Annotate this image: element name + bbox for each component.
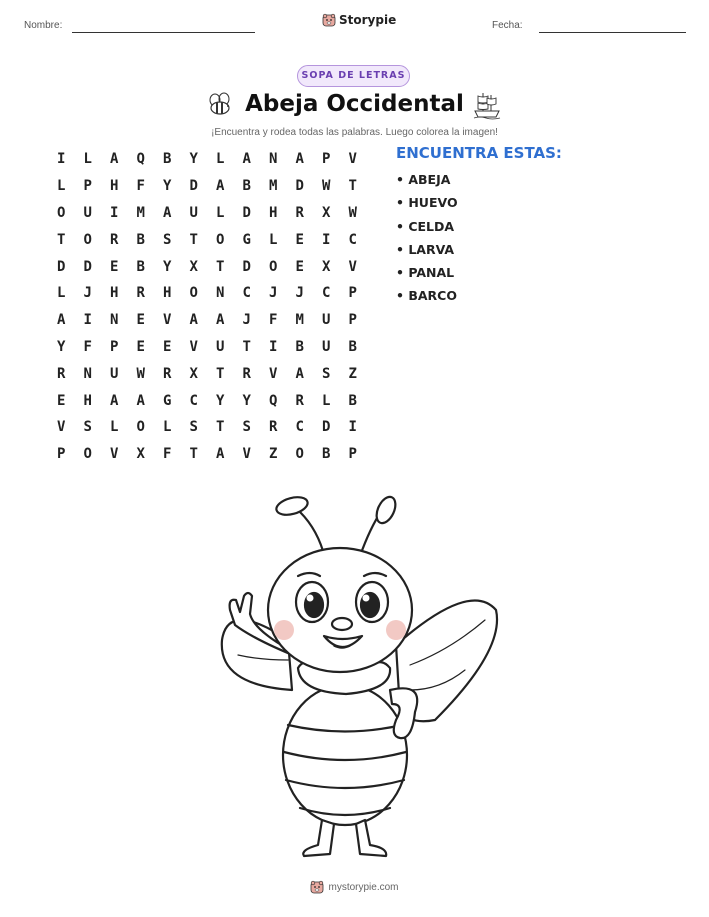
grid-row [48, 200, 366, 227]
grid-letter[interactable]: Y [216, 392, 225, 409]
grid-letter[interactable]: L [322, 392, 331, 409]
brand-logo [322, 13, 396, 27]
grid-letter[interactable]: A [216, 312, 225, 329]
letter-grid [48, 146, 366, 468]
grid-letter[interactable]: O [136, 419, 145, 436]
grid-letter[interactable]: H [163, 285, 172, 302]
grid-letter[interactable]: R [269, 419, 278, 436]
grid-letter[interactable]: W [322, 178, 331, 195]
grid-row [48, 360, 366, 387]
grid-letter[interactable]: F [163, 446, 172, 463]
grid-letter[interactable]: B [136, 258, 145, 275]
grid-letter[interactable]: D [242, 204, 251, 221]
grid-letter[interactable]: N [83, 365, 92, 382]
grid-letter[interactable]: T [216, 258, 225, 275]
grid-letter[interactable]: Z [269, 446, 278, 463]
grid-row [48, 307, 366, 334]
grid-letter[interactable]: C [348, 231, 357, 248]
grid-letter[interactable]: L [57, 285, 66, 302]
footer [0, 880, 709, 894]
sailing-ship-icon [472, 90, 502, 120]
grid-letter[interactable]: D [242, 258, 251, 275]
grid-letter[interactable]: W [136, 365, 145, 382]
grid-letter[interactable]: V [57, 419, 66, 436]
grid-letter[interactable]: P [348, 285, 357, 302]
grid-letter[interactable]: V [348, 151, 357, 168]
grid-letter[interactable]: O [269, 258, 278, 275]
grid-letter[interactable]: Y [163, 178, 172, 195]
grid-letter[interactable]: O [216, 231, 225, 248]
grid-letter[interactable]: P [83, 178, 92, 195]
grid-letter[interactable]: A [216, 178, 225, 195]
word-list-title: ENCUENTRA ESTAS: [396, 144, 562, 162]
grid-letter[interactable]: U [322, 312, 331, 329]
word-item: • PANAL [396, 265, 455, 281]
word-item: • LARVA [396, 241, 455, 257]
grid-letter[interactable]: Y [163, 258, 172, 275]
grid-letter[interactable]: T [57, 231, 66, 248]
grid-letter[interactable]: L [83, 151, 92, 168]
grid-letter[interactable]: R [242, 365, 251, 382]
grid-letter[interactable]: V [269, 365, 278, 382]
brand-name: Storypie [339, 13, 397, 27]
grid-letter[interactable]: H [110, 285, 119, 302]
grid-letter[interactable]: S [83, 419, 92, 436]
grid-letter[interactable]: E [110, 258, 119, 275]
grid-letter[interactable]: U [216, 338, 225, 355]
grid-letter[interactable]: V [189, 338, 198, 355]
grid-letter[interactable]: D [322, 419, 331, 436]
grid-letter[interactable]: T [189, 446, 198, 463]
grid-letter[interactable]: Y [242, 392, 251, 409]
grid-letter[interactable]: A [189, 312, 198, 329]
grid-letter[interactable]: Z [348, 365, 357, 382]
grid-letter[interactable]: I [57, 151, 66, 168]
grid-letter[interactable]: U [189, 204, 198, 221]
grid-letter[interactable]: X [189, 365, 198, 382]
word-list [396, 170, 458, 310]
grid-letter[interactable]: V [348, 258, 357, 275]
grid-letter[interactable]: A [110, 151, 119, 168]
grid-letter[interactable]: L [57, 178, 66, 195]
grid-letter[interactable]: B [242, 178, 251, 195]
grid-letter[interactable]: X [189, 258, 198, 275]
name-line [72, 32, 255, 33]
grid-row [48, 387, 366, 414]
grid-letter[interactable]: G [242, 231, 251, 248]
word-item: • ABEJA [396, 172, 451, 187]
grid-letter[interactable]: B [322, 446, 331, 463]
grid-letter[interactable]: N [110, 312, 119, 329]
grid-letter[interactable]: E [136, 312, 145, 329]
date-line [539, 32, 686, 33]
grid-letter[interactable]: M [269, 178, 278, 195]
storypie-bear-icon [322, 13, 336, 27]
grid-letter[interactable]: C [189, 392, 198, 409]
grid-letter[interactable]: V [242, 446, 251, 463]
grid-letter[interactable]: J [242, 312, 251, 329]
grid-letter[interactable]: R [163, 365, 172, 382]
grid-letter[interactable]: I [348, 419, 357, 436]
grid-letter[interactable]: U [322, 338, 331, 355]
grid-letter[interactable]: E [136, 338, 145, 355]
grid-letter[interactable]: O [83, 231, 92, 248]
grid-row [48, 280, 366, 307]
grid-letter[interactable]: P [322, 151, 331, 168]
grid-letter[interactable]: L [216, 151, 225, 168]
grid-letter[interactable]: F [83, 338, 92, 355]
grid-letter[interactable]: X [322, 204, 331, 221]
grid-letter[interactable]: T [216, 419, 225, 436]
storypie-bear-icon [310, 880, 324, 894]
grid-letter[interactable]: A [295, 365, 304, 382]
grid-letter[interactable]: A [110, 392, 119, 409]
grid-letter[interactable]: C [322, 285, 331, 302]
grid-letter[interactable]: I [322, 231, 331, 248]
name-label: Nombre: [24, 20, 63, 31]
grid-row [48, 334, 366, 361]
instructions: ¡Encuentra y rodea todas las palabras. Luego colorea la imagen! [211, 127, 498, 138]
grid-letter[interactable]: T [348, 178, 357, 195]
grid-letter[interactable]: A [242, 151, 251, 168]
grid-row [48, 226, 366, 253]
grid-letter[interactable]: P [348, 312, 357, 329]
page-title: Abeja Occidental [245, 91, 464, 117]
grid-letter[interactable]: O [295, 446, 304, 463]
grid-letter[interactable]: D [57, 258, 66, 275]
grid-letter[interactable]: C [295, 419, 304, 436]
grid-letter[interactable]: L [269, 231, 278, 248]
grid-letter[interactable]: J [83, 285, 92, 302]
grid-letter[interactable]: T [242, 338, 251, 355]
date-label: Fecha: [492, 20, 523, 31]
grid-letter[interactable]: I [83, 312, 92, 329]
grid-letter[interactable]: U [110, 365, 119, 382]
grid-letter[interactable]: T [216, 365, 225, 382]
grid-letter[interactable]: S [242, 419, 251, 436]
grid-letter[interactable]: O [83, 446, 92, 463]
grid-letter[interactable]: B [295, 338, 304, 355]
grid-letter[interactable]: X [136, 446, 145, 463]
grid-letter[interactable]: A [216, 446, 225, 463]
grid-row [48, 414, 366, 441]
grid-letter[interactable]: Q [136, 151, 145, 168]
grid-letter[interactable]: B [163, 151, 172, 168]
grid-letter[interactable]: A [163, 204, 172, 221]
grid-letter[interactable]: Q [269, 392, 278, 409]
grid-letter[interactable]: M [295, 312, 304, 329]
grid-letter[interactable]: R [295, 204, 304, 221]
grid-letter[interactable]: B [136, 231, 145, 248]
grid-letter[interactable]: Y [57, 338, 66, 355]
grid-row [48, 253, 366, 280]
grid-letter[interactable]: E [295, 231, 304, 248]
grid-row [48, 146, 366, 173]
word-item: • BARCO [396, 288, 457, 304]
grid-letter[interactable]: A [136, 392, 145, 409]
grid-letter[interactable]: F [136, 178, 145, 195]
grid-letter[interactable]: N [216, 285, 225, 302]
grid-letter[interactable]: L [110, 419, 119, 436]
grid-row [48, 441, 366, 468]
grid-letter[interactable]: A [295, 151, 304, 168]
grid-letter[interactable]: V [163, 312, 172, 329]
grid-letter[interactable]: S [322, 365, 331, 382]
grid-letter[interactable]: V [110, 446, 119, 463]
grid-letter[interactable]: B [348, 338, 357, 355]
grid-letter[interactable]: F [269, 312, 278, 329]
grid-letter[interactable]: Y [189, 151, 198, 168]
grid-letter[interactable]: M [136, 204, 145, 221]
bee-coloring-illustration [200, 490, 510, 860]
grid-letter[interactable]: C [242, 285, 251, 302]
grid-letter[interactable]: S [189, 419, 198, 436]
grid-letter[interactable]: T [189, 231, 198, 248]
footer-url: mystorypie.com [328, 881, 399, 893]
grid-letter[interactable]: A [57, 312, 66, 329]
grid-letter[interactable]: S [163, 231, 172, 248]
grid-letter[interactable]: L [163, 419, 172, 436]
grid-letter[interactable]: G [163, 392, 172, 409]
grid-letter[interactable]: D [83, 258, 92, 275]
grid-letter[interactable]: J [295, 285, 304, 302]
grid-letter[interactable]: H [110, 178, 119, 195]
grid-letter[interactable]: X [322, 258, 331, 275]
grid-letter[interactable]: E [163, 338, 172, 355]
word-item: • CELDA [396, 218, 455, 234]
word-search-badge: SOPA DE LETRAS [297, 65, 410, 87]
grid-letter[interactable]: N [269, 151, 278, 168]
grid-letter[interactable]: W [348, 204, 357, 221]
grid-letter[interactable]: E [295, 258, 304, 275]
grid-letter[interactable]: R [110, 231, 119, 248]
grid-letter[interactable]: R [136, 285, 145, 302]
grid-letter[interactable]: P [57, 446, 66, 463]
grid-letter[interactable]: R [57, 365, 66, 382]
grid-letter[interactable]: U [83, 204, 92, 221]
grid-letter[interactable]: D [295, 178, 304, 195]
grid-letter[interactable]: I [110, 204, 119, 221]
grid-letter[interactable]: P [348, 446, 357, 463]
grid-letter[interactable]: J [269, 285, 278, 302]
grid-letter[interactable]: I [269, 338, 278, 355]
grid-letter[interactable]: H [269, 204, 278, 221]
grid-row [48, 173, 366, 200]
grid-letter[interactable]: D [189, 178, 198, 195]
word-item: • HUEVO [396, 195, 458, 211]
grid-letter[interactable]: O [57, 204, 66, 221]
grid-letter[interactable]: P [110, 338, 119, 355]
grid-letter[interactable]: B [348, 392, 357, 409]
grid-letter[interactable]: R [295, 392, 304, 409]
grid-letter[interactable]: L [216, 204, 225, 221]
grid-letter[interactable]: E [57, 392, 66, 409]
grid-letter[interactable]: H [83, 392, 92, 409]
grid-letter[interactable]: O [189, 285, 198, 302]
